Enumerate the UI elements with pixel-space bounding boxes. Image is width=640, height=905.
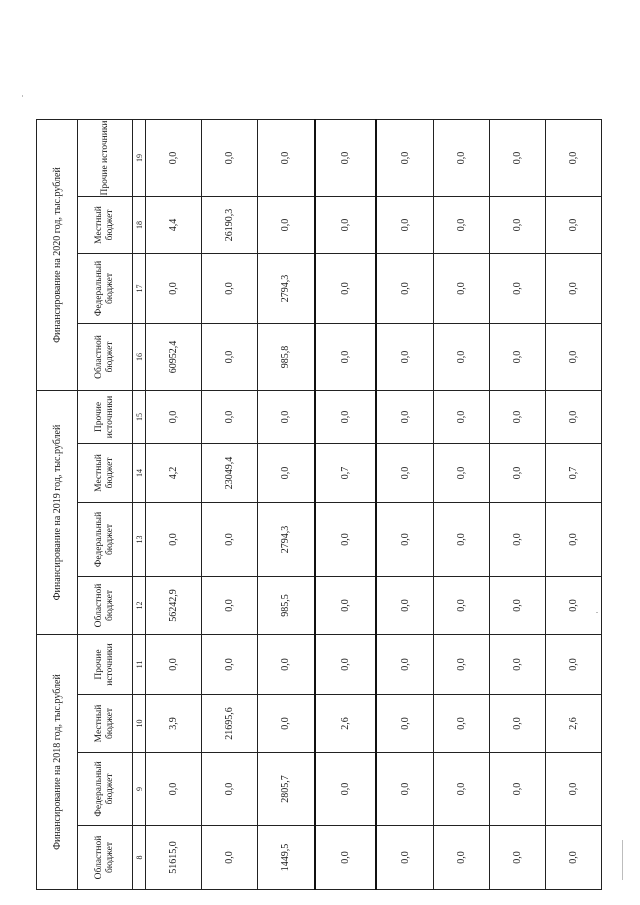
table-cell: 0,0 [490,120,546,197]
table-cell: 0,0 [490,254,546,324]
table-cell: 0,0 [376,444,434,503]
group-header-2018: Финансирование на 2018 год, тыс.рублей [37,635,78,890]
group-header-2020: Финансирование на 2020 год, тыс.рублей [37,120,78,391]
scan-artifact [622,840,623,880]
column-number: 19 [133,120,146,197]
table-row [490,120,546,890]
table-cell: 0,0 [146,753,202,826]
table-cell: 0,0 [490,197,546,254]
table-cell: 0,0 [376,503,434,577]
table-cell: 0,0 [490,695,546,753]
table-row [546,120,602,890]
table-cell: 0,0 [315,577,375,635]
table-row [257,120,315,890]
table-cell: 0,0 [315,826,375,890]
column-number: 18 [133,197,146,254]
rotated-page [36,120,602,890]
table-cell: 0,0 [257,444,315,503]
table-cell: 0,0 [434,503,490,577]
table-cell: 0,0 [315,635,375,695]
table-cell: 0,7 [315,444,375,503]
column-number: 13 [133,503,146,577]
column-header: Федеральный бюджет [78,753,133,826]
table-cell: 0,0 [201,324,257,391]
table-cell: 0,0 [546,120,602,197]
table-cell: 0,0 [376,254,434,324]
table-cell: 0,0 [315,254,375,324]
table-cell: 0,0 [315,324,375,391]
table-cell: 2794,3 [257,503,315,577]
table-cell: 0,0 [315,753,375,826]
table-cell: 2,6 [315,695,375,753]
table-row [201,120,257,890]
table-row [434,120,490,890]
table-cell: 0,0 [146,503,202,577]
table-cell: 0,0 [376,826,434,890]
column-header: Федеральный бюджет [78,254,133,324]
table-cell: 0,0 [546,753,602,826]
table-cell: 0,0 [434,444,490,503]
column-header: Областной бюджет [78,577,133,635]
column-header: Прочие источники [78,120,133,197]
table-cell: 4,4 [146,197,202,254]
column-header: Прочие источники [78,635,133,695]
table-cell: 0,0 [201,391,257,444]
table-cell: 0,0 [201,120,257,197]
table-cell: 0,0 [201,753,257,826]
table-cell: 0,0 [146,635,202,695]
column-number: 12 [133,577,146,635]
table-cell: 0,0 [490,635,546,695]
table-cell: 0,0 [546,324,602,391]
table-cell: 0,0 [490,826,546,890]
table-cell: 0,0 [546,197,602,254]
financing-table [36,119,602,890]
table-cell: 0,0 [490,577,546,635]
table-cell: 0,0 [490,753,546,826]
table-cell: 0,0 [201,503,257,577]
table-cell: 0,0 [257,695,315,753]
table-cell: 0,0 [257,635,315,695]
column-number: 17 [133,254,146,324]
column-header: Местный бюджет [78,197,133,254]
column-number: 11 [133,635,146,695]
table-cell: 0,0 [546,826,602,890]
table-cell: 21695,6 [201,695,257,753]
table-cell: 0,0 [434,826,490,890]
table-cell: 0,0 [146,254,202,324]
table-cell: 0,0 [257,391,315,444]
table-cell: 0,0 [376,577,434,635]
group-header-row [37,120,78,890]
column-number: 8 [133,826,146,890]
table-cell: 0,0 [315,120,375,197]
column-number: 9 [133,753,146,826]
table-cell: 0,0 [201,577,257,635]
column-header: Прочие источники [78,391,133,444]
column-header: Областной бюджет [78,826,133,890]
table-cell: 0,0 [434,391,490,444]
table-cell: 0,0 [434,577,490,635]
group-header-2019: Финансирование на 2019 год, тыс.рублей [37,391,78,635]
table-cell: 0,0 [434,120,490,197]
table-cell: 0,0 [376,635,434,695]
table-cell: 0,0 [376,753,434,826]
table-cell: 2,6 [546,695,602,753]
table-cell: 2794,3 [257,254,315,324]
table-cell: 0,0 [201,635,257,695]
table-row [146,120,202,890]
table-cell: 0,0 [376,197,434,254]
column-header: Местный бюджет [78,444,133,503]
table-cell: 56242,9 [146,577,202,635]
table-cell: 23049,4 [201,444,257,503]
table-cell: 0,0 [315,391,375,444]
table-cell: 60952,4 [146,324,202,391]
table-cell: 0,0 [434,695,490,753]
table-body [146,120,602,890]
table-cell: 51615,0 [146,826,202,890]
table-cell: 0,0 [490,444,546,503]
scan-artifact [22,95,23,97]
table-cell: 0,0 [315,503,375,577]
table-cell: 0,0 [376,324,434,391]
table-cell: 985,8 [257,324,315,391]
table-cell: 0,0 [546,254,602,324]
column-number-row [133,120,146,890]
table-cell: 0,0 [146,120,202,197]
table-cell: 0,0 [146,391,202,444]
table-cell: 0,0 [376,120,434,197]
column-header: Федеральный бюджет [78,503,133,577]
table-cell: 0,0 [257,197,315,254]
column-header: Областной бюджет [78,324,133,391]
table-cell: 2805,7 [257,753,315,826]
table-cell: 0,0 [376,391,434,444]
table-cell: 0,0 [434,753,490,826]
table-cell: 0,0 [490,503,546,577]
table-cell: 0,0 [201,254,257,324]
table-row [315,120,375,890]
table-cell: 0,0 [376,695,434,753]
table-row [376,120,434,890]
table-cell: 26190,3 [201,197,257,254]
table-cell: 0,0 [546,503,602,577]
column-number: 14 [133,444,146,503]
table-cell: 0,0 [257,120,315,197]
table-cell: 0,0 [546,577,602,635]
table-cell: 0,0 [490,324,546,391]
table-cell: 0,0 [546,635,602,695]
table-cell: 1449,5 [257,826,315,890]
table-cell: 0,0 [315,197,375,254]
column-number: 16 [133,324,146,391]
table-cell: 985,5 [257,577,315,635]
table-cell: 0,0 [546,391,602,444]
table-cell: 3,9 [146,695,202,753]
table-cell: 0,0 [490,391,546,444]
column-number: 10 [133,695,146,753]
table-cell: 0,0 [434,254,490,324]
subheader-row [78,120,133,890]
column-header: Местный бюджет [78,695,133,753]
table-cell: 0,7 [546,444,602,503]
column-number: 15 [133,391,146,444]
table-cell: 4,2 [146,444,202,503]
table-cell: 0,0 [434,635,490,695]
table-cell: 0,0 [201,826,257,890]
table-cell: 0,0 [434,324,490,391]
table-cell: 0,0 [434,197,490,254]
